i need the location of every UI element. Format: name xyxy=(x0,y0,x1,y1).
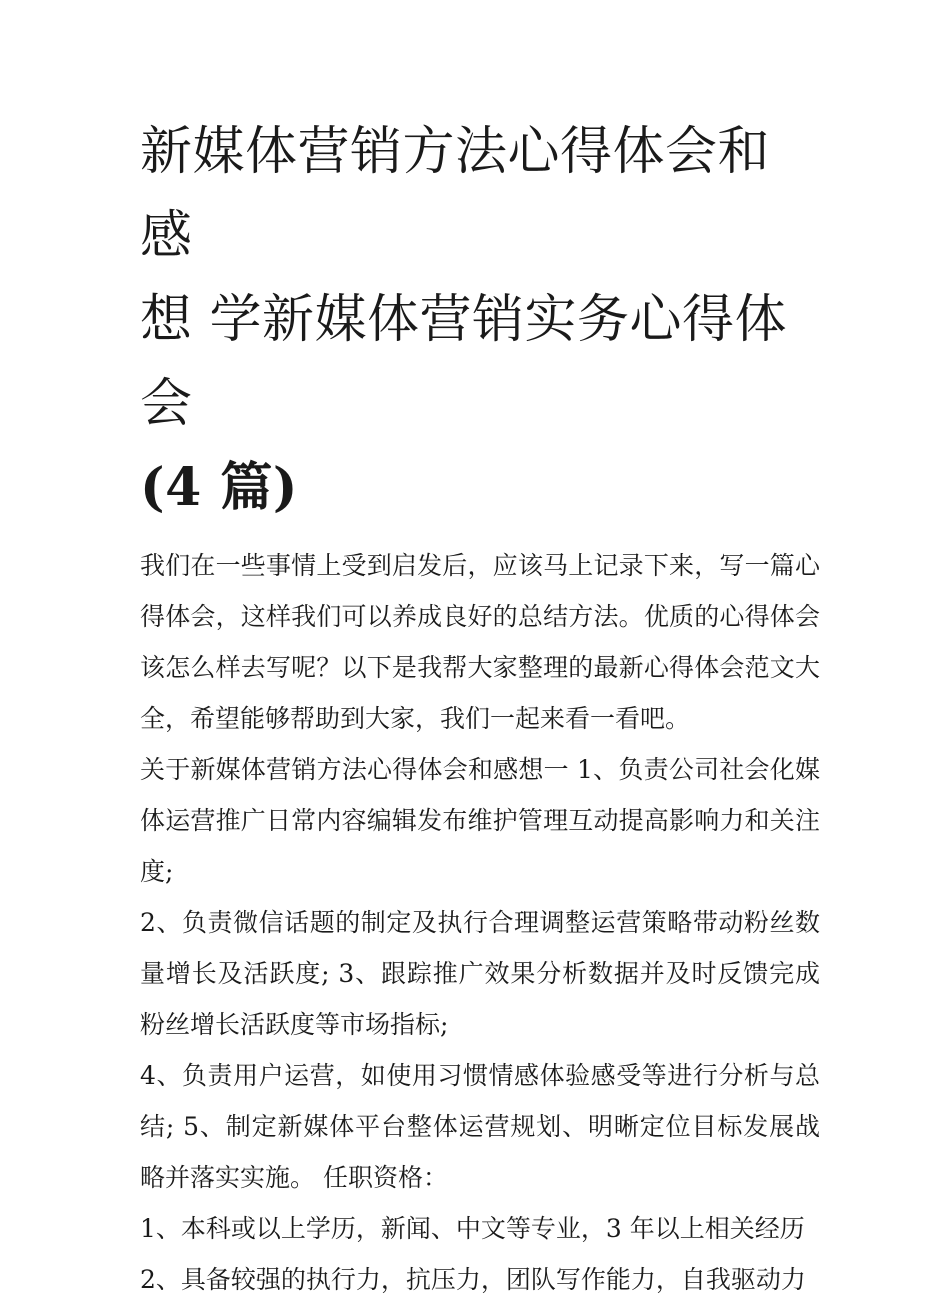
title-line-2: 想 学新媒体营销实务心得体会 xyxy=(140,290,788,434)
paragraph-qualification-1: 1、本科或以上学历，新闻、中文等专业，3 年以上相关经历 xyxy=(140,1214,805,1243)
document-body xyxy=(140,540,820,1305)
document-title xyxy=(140,110,820,530)
paragraph-intro: 我们在一些事情上受到启发后，应该马上记录下来，写一篇心得体会，这样我们可以养成良好的总结方法。优质的心得体会该怎么样去写呢？以下是我帮大家整理的最新心得体会范文大全，希望能够帮助到大家，我们一起来看一看吧。 xyxy=(140,551,820,733)
paragraph-item-4-5: 4、负责用户运营，如使用习惯情感体验感受等进行分析与总结; 5、制定新媒体平台整体运营规划、明晰定位目标发展战略并落实实施。 任职资格： xyxy=(140,1061,820,1192)
paragraph-item-2-3: 2、负责微信话题的制定及执行合理调整运营策略带动粉丝数量增长及活跃度; 3、跟踪推广效果分析数据并及时反馈完成粉丝增长活跃度等市场指标; xyxy=(140,908,820,1039)
title-line-3: (4 篇) xyxy=(140,457,298,518)
document-page xyxy=(140,110,820,1305)
paragraph-qualification-2: 2、具备较强的执行力，抗压力，团队写作能力，自我驱动力 xyxy=(140,1265,806,1294)
title-line-1: 新媒体营销方法心得体会和感 xyxy=(140,122,771,266)
paragraph-section-1: 关于新媒体营销方法心得体会和感想一 1、负责公司社会化媒体运营推广日常内容编辑发布维护管理互动提高影响力和关注度; xyxy=(140,755,820,886)
